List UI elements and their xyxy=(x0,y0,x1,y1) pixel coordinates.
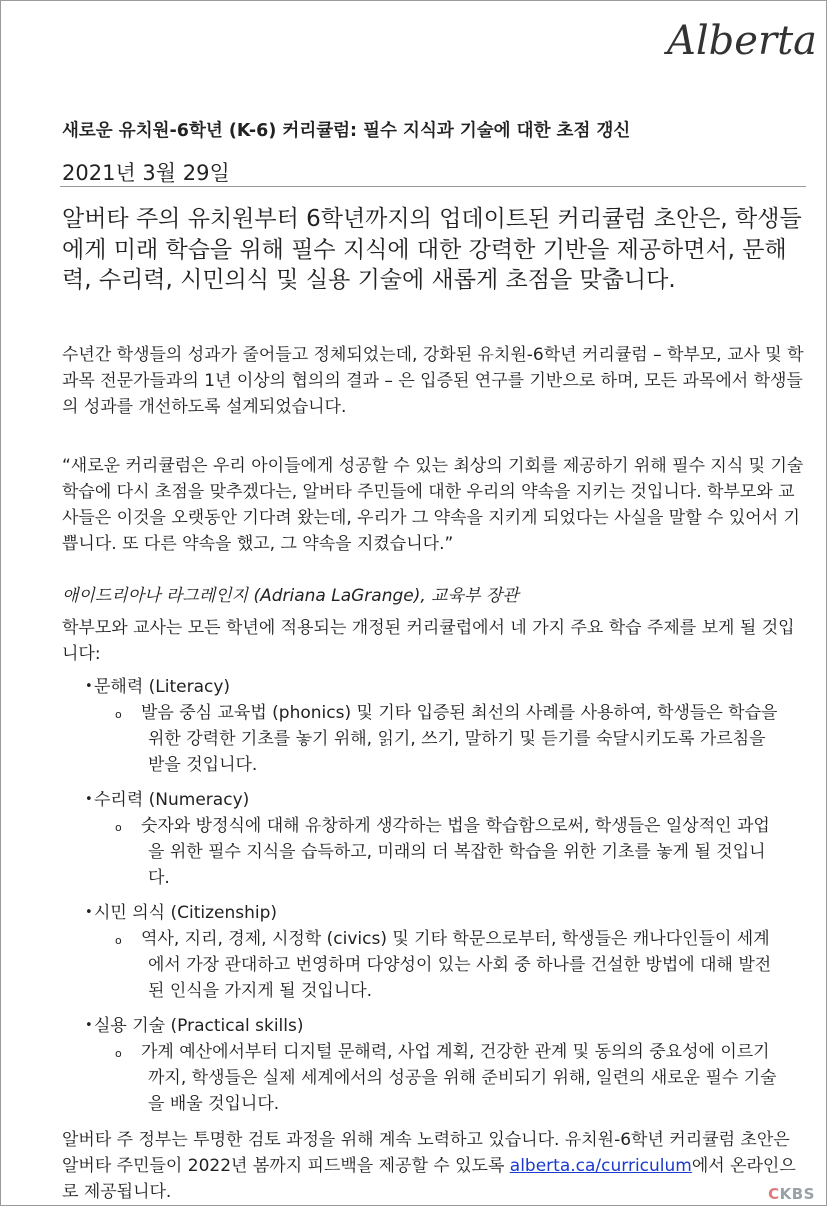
topic-practical-skills xyxy=(86,1013,786,1117)
alberta-logo: Alberta xyxy=(667,18,817,64)
topic-detail: o 가계 예산에서부터 디지털 문해력, 사업 계획, 건강한 관계 및 동의의 중요성에 이르기까지, 학생들은 실제 세계에서의 성공을 위해 준비되기 위해, 일련의 새로운 필수 기술을 배울 것입니다. xyxy=(115,1042,777,1114)
topic-literacy xyxy=(86,674,786,778)
minister-quote: “새로운 커리큘럼은 우리 아이들에게 성공할 수 있는 최상의 기회를 제공하기 위해 필수 지식 및 기술 학습에 다시 초점을 맞추겠다는, 알버타 주민들에 대한 우리의 약속을 지키는 것입니다. 학부모와 교사들은 이것을 오랫동안 기다려 왔는데, 우리가 그 약속을 지키게 되었다는 사실을 말할 수 있어서 기쁩니다. 또 다른 약속을 했고, 그 약속을 지켰습니다.” xyxy=(62,456,804,554)
topic-title: • 실용 기술 (Practical skills) xyxy=(86,1013,786,1039)
lead-paragraph: 알버타 주의 유치원부터 6학년까지의 업데이트된 커리큘럼 초안은, 학생들에게 미래 학습을 위해 필수 지식에 대한 강력한 기반을 제공하면서, 문해력, 수리력, 시민의식 및 실용 기술에 새롭게 초점을 맞춥니다. xyxy=(62,206,802,293)
header-divider xyxy=(60,186,806,187)
topic-title: • 시민 의식 (Citizenship) xyxy=(86,900,786,926)
page-title: 새로운 유치원-6학년 (K-6) 커리큘럼: 필수 지식과 기술에 대한 초점 갱신 xyxy=(62,121,631,141)
closing-paragraph: 알버타 주 정부는 투명한 검토 과정을 위해 계속 노력하고 있습니다. 유치원-6학년 커리큘럼 초안은 알버타 주민들이 2022년 봄까지 피드백을 제공할 수 있도록 alberta.ca/curriculum에서 온라인으로 제공됩니다. xyxy=(62,1130,796,1202)
topic-detail: o 역사, 지리, 경제, 시정학 (civics) 및 기타 학문으로부터, 학생들은 캐나다인들이 세계에서 가장 관대하고 번영하며 다양성이 있는 사회 중 하나를 건설한 방법에 대해 발전된 인식을 가지게 될 것입니다. xyxy=(115,929,772,1001)
body-paragraph-1: 수년간 학생들의 성과가 줄어들고 정체되었는데, 강화된 유치원-6학년 커리큘럼 – 학부모, 교사 및 학과목 전문가들과의 1년 이상의 협의의 결과 – 은 입증된 연구를 기반으로 하며, 모든 과목에서 학생들의 성과를 개선하도록 설계되었습니다. xyxy=(62,345,804,417)
quote-attribution: 애이드리아나 라그레인지 (Adriana LaGrange), 교육부 장관 xyxy=(62,586,519,606)
topics-intro: 학부모와 교사는 모든 학년에 적용되는 개정된 커리큘럽에서 네 가지 주요 학습 주제를 보게 될 것입니다: xyxy=(62,618,795,664)
ckbs-watermark: CKBS xyxy=(768,1185,815,1203)
topic-detail: o 발음 중심 교육법 (phonics) 및 기타 입증된 최선의 사례를 사용하여, 학생들은 학습을 위한 강력한 기초를 놓기 위해, 읽기, 쓰기, 말하기 및 듣기를 숙달시키도록 가르침을 받을 것입니다. xyxy=(115,703,778,775)
curriculum-link[interactable]: alberta.ca/curriculum xyxy=(509,1156,692,1176)
topic-title: • 문해력 (Literacy) xyxy=(86,674,786,700)
topic-detail: o 숫자와 방정식에 대해 유창하게 생각하는 법을 학습함으로써, 학생들은 일상적인 과업을 위한 필수 지식을 습득하고, 미래의 더 복잡한 학습을 위한 기초를 놓게 될 것입니다. xyxy=(115,816,770,888)
release-date: 2021년 3월 29일 xyxy=(62,161,230,185)
topic-citizenship xyxy=(86,900,786,1004)
topic-title: • 수리력 (Numeracy) xyxy=(86,787,786,813)
topic-numeracy xyxy=(86,787,786,891)
